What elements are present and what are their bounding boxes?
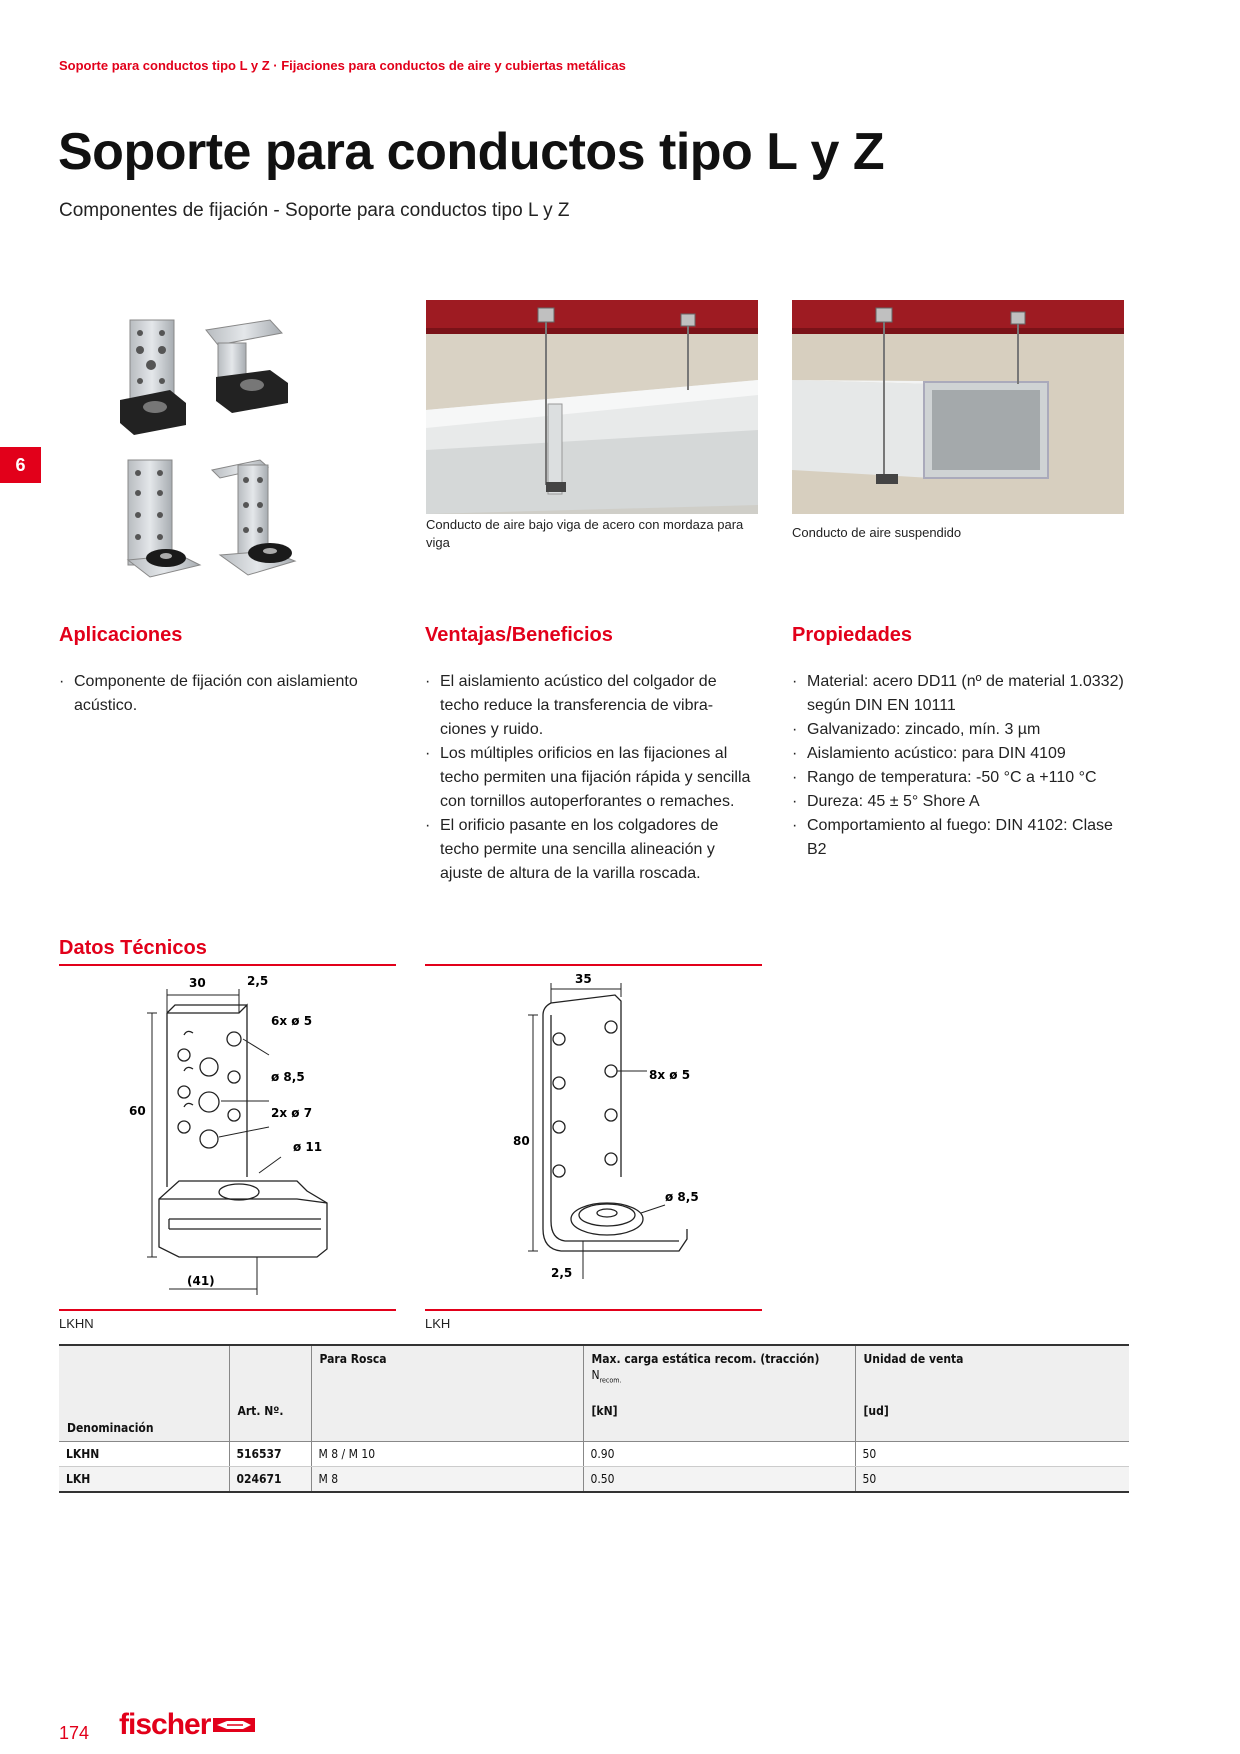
row-carga: 0.50	[583, 1466, 855, 1492]
product-photo	[120, 315, 300, 590]
list-item: · Comportamiento al fuego: DIN 4102: Clase B2	[792, 814, 1132, 862]
list-item: · Dureza: 45 ± 5° Shore A	[792, 790, 1132, 814]
row-rosca: M 8	[311, 1466, 583, 1492]
fischer-logo	[119, 1708, 255, 1742]
row-unidad: 50	[855, 1441, 1129, 1466]
table-row	[59, 1441, 1129, 1466]
properties-heading: Propiedades	[792, 624, 913, 646]
lkhn-dim-width: 30	[189, 976, 206, 990]
col-denominacion: Denominación	[59, 1345, 229, 1441]
lkhn-label: LKHN	[59, 1316, 94, 1331]
lkh-dim-hole: ø 8,5	[665, 1190, 699, 1204]
breadcrumb: Soporte para conductos tipo L y Z · Fijaciones para conductos de aire y cubiertas metálicas	[59, 58, 626, 73]
lkh-dim-thickness: 2,5	[551, 1266, 573, 1280]
list-item: · Componente de fijación con aislamiento acústico.	[59, 670, 399, 718]
page-title: Soporte para conductos tipo L y Z	[58, 123, 885, 181]
applications-list	[59, 670, 399, 718]
lkhn-dim-depth: (41)	[187, 1274, 215, 1288]
lkh-technical-drawing	[425, 967, 762, 1312]
spec-table	[59, 1344, 1129, 1493]
list-item: · Los múltiples orificios en las fijaciones al techo permiten una fijación rápida y sencilla con tornillos autoperforantes o remaches.	[425, 742, 760, 814]
row-carga: 0.90	[583, 1441, 855, 1466]
col-art: Art. Nº.	[229, 1345, 311, 1441]
col-rosca: Para Rosca	[311, 1345, 583, 1441]
row-name: LKH	[59, 1466, 229, 1492]
list-item: · Aislamiento acústico: para DIN 4109	[792, 742, 1132, 766]
lkhn-dim-height: 60	[129, 1104, 146, 1118]
list-item: · Material: acero DD11 (nº de material 1.0332) según DIN EN 10111	[792, 670, 1132, 718]
photo-caption-1: Conducto de aire bajo viga de acero con mordaza para viga	[426, 517, 744, 550]
lkh-dim-width: 35	[575, 972, 592, 986]
advantages-heading: Ventajas/Beneficios	[425, 624, 613, 646]
list-item: · El aislamiento acústico del colgador de techo reduce la transferencia de vibra- ciones y ruido.	[425, 670, 760, 742]
list-item: · Galvanizado: zincado, mín. 3 µm	[792, 718, 1132, 742]
list-item: · El orificio pasante en los colgadores de techo permite una sencilla alineación y ajuste de altura de la varilla roscada.	[425, 814, 760, 886]
fish-logo-icon	[213, 1715, 255, 1735]
lkhn-dim-holes-small: 6x ø 5	[271, 1014, 313, 1028]
advantages-list	[425, 670, 760, 886]
lkh-dim-holes: 8x ø 5	[649, 1068, 691, 1082]
lkhn-dim-thickness: 2,5	[247, 974, 269, 988]
lkhn-dim-hole-mid: ø 8,5	[271, 1070, 305, 1084]
lkhn-dim-hole-11: ø 11	[293, 1140, 323, 1154]
properties-list	[792, 670, 1132, 862]
row-unidad: 50	[855, 1466, 1129, 1492]
divider	[425, 964, 762, 966]
divider	[59, 964, 396, 966]
lkhn-technical-drawing	[59, 967, 396, 1312]
row-art: 516537	[229, 1441, 311, 1466]
row-art: 024671	[229, 1466, 311, 1492]
technical-data-heading: Datos Técnicos	[59, 937, 207, 959]
lkh-dim-height: 80	[513, 1134, 530, 1148]
duct-under-beam-photo	[426, 300, 758, 514]
page-subtitle: Componentes de fijación - Soporte para conductos tipo L y Z	[59, 200, 570, 221]
list-item: · Rango de temperatura: -50 °C a +110 °C	[792, 766, 1132, 790]
applications-heading: Aplicaciones	[59, 624, 183, 646]
row-name: LKHN	[59, 1441, 229, 1466]
table-header-row	[59, 1345, 1129, 1441]
page-number: 174	[59, 1723, 90, 1743]
chapter-tab[interactable]: 6	[0, 447, 41, 483]
col-carga: Max. carga estática recom. (tracción) $N_{recom.}$ [kN]	[583, 1345, 855, 1441]
lkhn-dim-holes-7: 2x ø 7	[271, 1106, 313, 1120]
suspended-duct-photo	[792, 300, 1124, 514]
col-unidad: Unidad de venta [ud]	[855, 1345, 1129, 1441]
lkh-label: LKH	[425, 1316, 451, 1331]
brand-name: fischer	[119, 1708, 211, 1741]
photo-caption-2: Conducto de aire suspendido	[792, 525, 962, 540]
table-row	[59, 1466, 1129, 1492]
row-rosca: M 8 / M 10	[311, 1441, 583, 1466]
